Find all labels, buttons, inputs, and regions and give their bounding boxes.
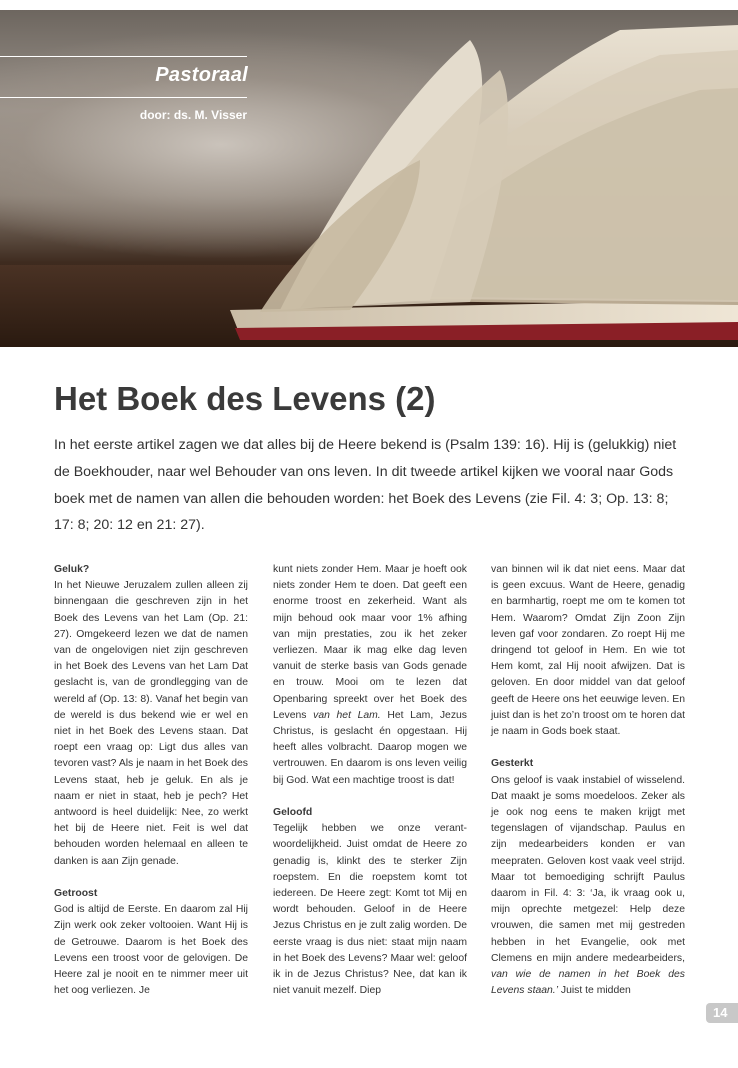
subheading-gesterkt: Gesterkt [491,758,534,770]
paragraph: Tegelijk hebben we onze verant-woordelijkheid. Juist omdat de Heere zo genadig is, klinkt des te sterker Zijn roepstem. En die roepstem komt tot iedereen. De Heere zegt: Komt tot Mij en wordt behouden. Geloof in de Heere Jezus Christus en je zult zalig worden. De eerste vraag is dus niet: staat mijn naam in het Boek des Levens? Maar wel: geloof ik in de Jezus Christus? Nee, dat kan ik niet vanuit mezelf. Diep [273,823,467,997]
subheading-geluk: Geluk? [54,564,90,575]
page-number: 14 [706,1003,738,1023]
text-column-3 [491,562,685,999]
text-column-2 [273,562,467,999]
subheading-geloofd: Geloofd [273,807,313,819]
section-label: Pastoraal [155,64,248,86]
article-intro: In het eerste artikel zagen we dat alles bij de Heere bekend is (Psalm 139: 16). Hij is (gelukkig) niet de Boekhouder, naar wel Behouder van ons leven. In dit tweede artikel kijken we vooral naar Gods boek met de namen van allen die behouden worden: het Boek des Levens (zie Fil. 4: 3; Op. 13: 8; 17: 8; 20: 12 en 21: 27). [54,437,677,534]
paragraph: God is altijd de Eerste. En daarom zal Hij Zijn werk ook zeker voltooien. Want Hij is de Getrouwe. Daarom is het Boek des Levens een troost voor de gelovigen. De Heere zal je nooit en te nimmer meer uit het oog verliezen. Je [54,904,248,997]
paragraph: kunt niets zonder Hem. Maar je hoeft ook niets zonder Hem te doen. Dat geeft een enorme troost en zekerheid. Want als mijn behoud ook maar voor 1% afhing van mijn prestaties, zou ik het zeker verliezen. Maar ik mag elke dag leven vanuit de sterke basis van Gods genade en trouw. Mooi om te lezen dat Openbaring spreekt over het Boek des Levens van het Lam. Het Lam, Jezus Christus, is geslacht én opgestaan. Hij heeft alles volbracht. Daarop mogen we vertrouwen. En daarom is ons leven veilig bij God. Wat een machtige troost is dat! [273,564,467,786]
author-byline: door: ds. M. Visser [139,108,247,122]
text-column-1 [54,562,248,999]
hero-image [0,10,738,347]
header-rule-top [0,56,247,57]
header-rule-bottom [0,97,247,98]
article-title: Het Boek des Levens (2) [54,380,436,417]
open-book-illustration [0,10,738,347]
paragraph: van binnen wil ik dat niet eens. Maar dat is geen excuus. Want de Heere, genadig en barmhartig, roept me om te komen tot Hem. Waarom? Omdat Zijn Zoon Zijn leven gaf voor zondaren. Zo roept Hij me dringend tot geloof in Hem. En wie tot Hem komt, zal Hij nooit afwijzen. Dat is geloven. En door middel van dat geloof geeft de Heere ons het eeuwige leven. En juist dan is het zo’n troost om te horen dat je naam in Gods boek staat. [491,564,685,738]
paragraph: Ons geloof is vaak instabiel of wisselend. Dat maakt je soms moedeloos. Zeker als je ook nog eens te maken krijgt met tegenslagen of vijandschap. Paulus en zijn medearbeiders konden er van meepraten. Geloven kost vaak veel strijd. Maar tot bemoediging schrijft Paulus daarom in Fil. 4: 3: ‘Ja, ik vraag ook u, mijn oprechte metgezel: Help deze vrouwen, die samen met mij gestreden hebben in het Evangelie, ook met Clemens en mijn andere medearbeiders, van wie de namen in het Boek des Levens staan.’ Juist te midden [491,774,685,997]
subheading-getroost: Getroost [54,888,98,900]
paragraph: In het Nieuwe Jeruzalem zullen alleen zij binnengaan die geschreven zijn in het Boek des Levens van het Lam (Op. 21: 27). Omgekeerd lezen we dat de namen van de ongelovigen niet zijn geschreven in het Boek des Levens van het Lam Dat geslacht is, van de grondlegging van de wereld af (Op. 13: 8). Vanaf het begin van de wereld is dus bekend wie er wel en niet in het Boek des Levens staan. Dat roept een vraag op: Ligt dus alles van tevoren vast? Als je naam in het Boek des Levens staat, heb je geluk. En als je naam er niet in staat, heb je pech? Het antwoord is heel duidelijk: Nee, zo werkt het bij de Heere niet. Feit is wel dat behouden worden helemaal en alleen te danken is aan Zijn genade. [54,580,248,867]
